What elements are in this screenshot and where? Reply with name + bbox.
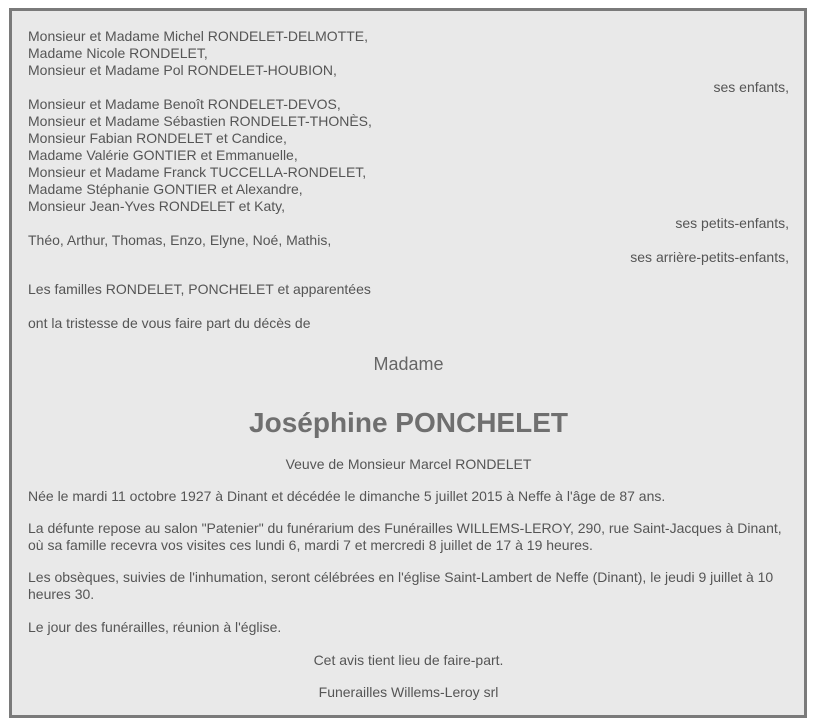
great-grandchildren-label: ses arrière-petits-enfants, bbox=[630, 249, 789, 265]
visitation-paragraph: La défunte repose au salon "Patenier" du funérarium des Funérailles WILLEMS-LEROY, 290, rue Saint-Jacques à Dinant, où sa famille recevra vos visites ces lundi 6, mardi 7 et mercredi 8 juillet de 17 à 19 heures. bbox=[28, 520, 782, 553]
announcement-line: ont la tristesse de vous faire part du décès de bbox=[28, 315, 311, 331]
notice-line: Cet avis tient lieu de faire-part. bbox=[313, 652, 504, 668]
grandchild-line-3: Monsieur Fabian RONDELET et Candice, bbox=[28, 130, 287, 146]
reunion-line: Le jour des funérailles, réunion à l'église. bbox=[28, 619, 282, 635]
honorific: Madame bbox=[373, 354, 444, 374]
grandchild-line-1: Monsieur et Madame Benoît RONDELET-DEVOS, bbox=[28, 96, 341, 112]
grandchildren-label: ses petits-enfants, bbox=[675, 215, 789, 231]
children-label: ses enfants, bbox=[713, 79, 789, 95]
funeral-home-line: Funerailles Willems-Leroy srl bbox=[318, 684, 499, 700]
child-line-3: Monsieur et Madame Pol RONDELET-HOUBION, bbox=[28, 62, 337, 78]
funeral-paragraph: Les obsèques, suivies de l'inhumation, seront célébrées en l'église Saint-Lambert de Neffe (Dinant), le jeudi 9 juillet à 10 heures 30. bbox=[28, 569, 774, 602]
grandchild-line-6: Madame Stéphanie GONTIER et Alexandre, bbox=[28, 181, 303, 197]
grandchild-line-7: Monsieur Jean-Yves RONDELET et Katy, bbox=[28, 198, 286, 214]
child-line-1: Monsieur et Madame Michel RONDELET-DELMOTTE, bbox=[28, 28, 368, 44]
widow-of-line: Veuve de Monsieur Marcel RONDELET bbox=[285, 456, 532, 472]
families-line: Les familles RONDELET, PONCHELET et apparentées bbox=[28, 281, 371, 297]
grandchild-line-4: Madame Valérie GONTIER et Emmanuelle, bbox=[28, 147, 298, 163]
deceased-name: Joséphine PONCHELET bbox=[249, 407, 568, 438]
great-grandchildren-line: Théo, Arthur, Thomas, Enzo, Elyne, Noé, Mathis, bbox=[28, 232, 332, 248]
grandchild-line-5: Monsieur et Madame Franck TUCCELLA-RONDELET, bbox=[28, 164, 367, 180]
death-notice-card bbox=[9, 8, 807, 718]
birth-death-line: Née le mardi 11 octobre 1927 à Dinant et décédée le dimanche 5 juillet 2015 à Neffe à l'âge de 87 ans. bbox=[28, 488, 666, 504]
grandchild-line-2: Monsieur et Madame Sébastien RONDELET-THONÈS, bbox=[28, 113, 372, 129]
child-line-2: Madame Nicole RONDELET, bbox=[28, 45, 208, 61]
